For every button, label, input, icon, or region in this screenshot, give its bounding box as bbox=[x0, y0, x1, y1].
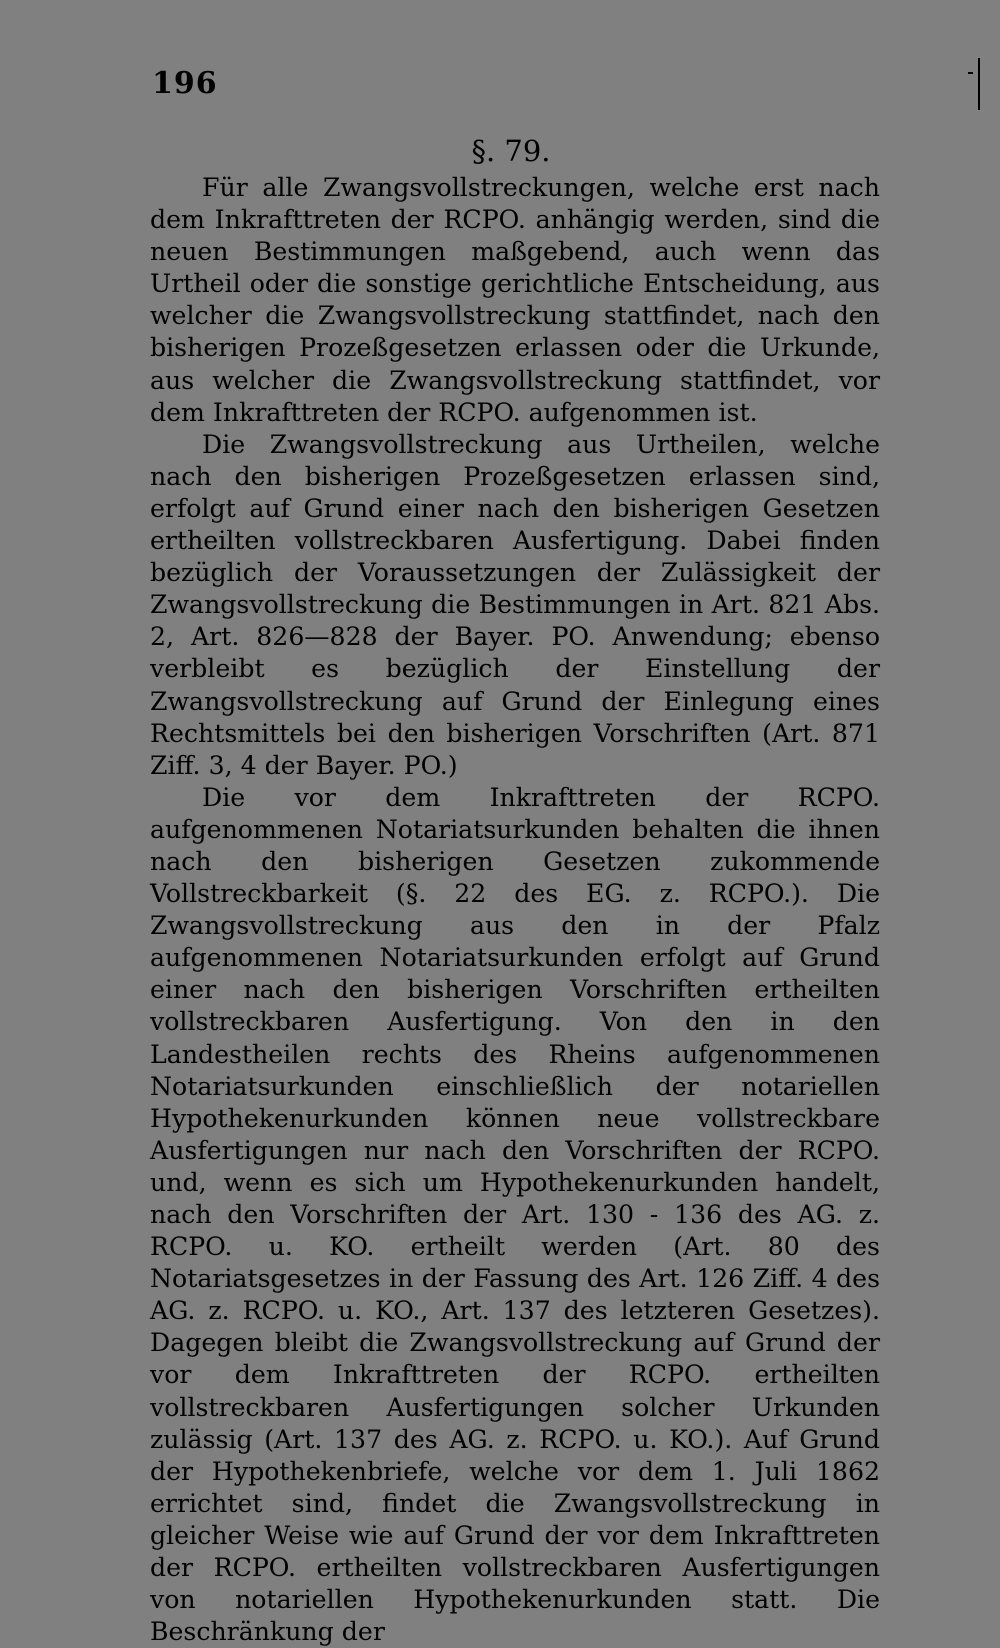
paragraph-2: Die Zwangsvollstreckung aus Urtheilen, welche nach den bisherigen Prozeßgesetzen erlassen sind, erfolgt auf Grund einer nach den bisherigen Gesetzen ertheilten vollstreckbaren Ausfertigung. Dabei finden bezüglich der Voraussetzungen der Zulässigkeit der Zwangsvollstreckung die Bestimmungen in Art. 821 Abs. 2, Art. 826—828 der Bayer. PO. Anwendung; ebenso verbleibt es bezüglich der Einstellung der Zwangsvollstreckung auf Grund der Einlegung eines Rechtsmittels bei den bisherigen Vorschriften (Art. 871 Ziff. 3, 4 der Bayer. PO.) bbox=[150, 429, 880, 780]
margin-marks bbox=[968, 58, 982, 118]
paragraph-1: Für alle Zwangsvollstreckungen, welche erst nach dem Inkrafttreten der RCPO. anhängig werden, sind die neuen Bestimmungen maßgebend, auch wenn das Urtheil oder die sonstige gerichtliche Entscheidung, aus welcher die Zwangsvollstreckung stattfindet, nach den bisherigen Prozeßgesetzen erlassen oder die Urkunde, aus welcher die Zwangsvollstreckung stattfindet, vor dem Inkrafttreten der RCPO. aufgenommen ist. bbox=[150, 173, 880, 427]
margin-dash bbox=[968, 72, 973, 74]
section-heading: §. 79. bbox=[471, 134, 551, 168]
page-number: 196 bbox=[152, 66, 218, 101]
body-text bbox=[150, 172, 880, 1648]
margin-bar bbox=[978, 58, 980, 110]
paragraph-3: Die vor dem Inkrafttreten der RCPO. aufgenommenen Notariatsurkunden behalten die ihnen nach den bisherigen Gesetzen zukommende Vollstreckbarkeit (§. 22 des EG. z. RCPO.). Die Zwangsvollstreckung aus den in der Pfalz aufgenommenen Notariatsurkunden erfolgt auf Grund einer nach den bisherigen Vorschriften ertheilten vollstreckbaren Ausfertigung. Von den in den Landestheilen rechts des Rheins aufgenommenen Notariatsurkunden einschließlich der notariellen Hypothekenurkunden können neue vollstreckbare Ausfertigungen nur nach den Vorschriften der RCPO. und, wenn es sich um Hypothekenurkunden handelt, nach den Vorschriften der Art. 130 - 136 des AG. z. RCPO. u. KO. ertheilt werden (Art. 80 des Notariatsgesetzes in der Fassung des Art. 126 Ziff. 4 des AG. z. RCPO. u. KO., Art. 137 des letzteren Gesetzes). Dagegen bleibt die Zwangsvollstreckung auf Grund der vor dem Inkrafttreten der RCPO. ertheilten vollstreckbaren Ausfertigungen solcher Urkunden zulässig (Art. 137 des AG. z. RCPO. u. KO.). Auf Grund der Hypothekenbriefe, welche vor dem 1. Juli 1862 errichtet sind, findet die Zwangsvollstreckung in gleicher Weise wie auf Grund der vor dem Inkrafttreten der RCPO. ertheilten vollstreckbaren Ausfertigungen von notariellen Hypothekenurkunden statt. Die Beschränkung der bbox=[150, 782, 880, 1647]
